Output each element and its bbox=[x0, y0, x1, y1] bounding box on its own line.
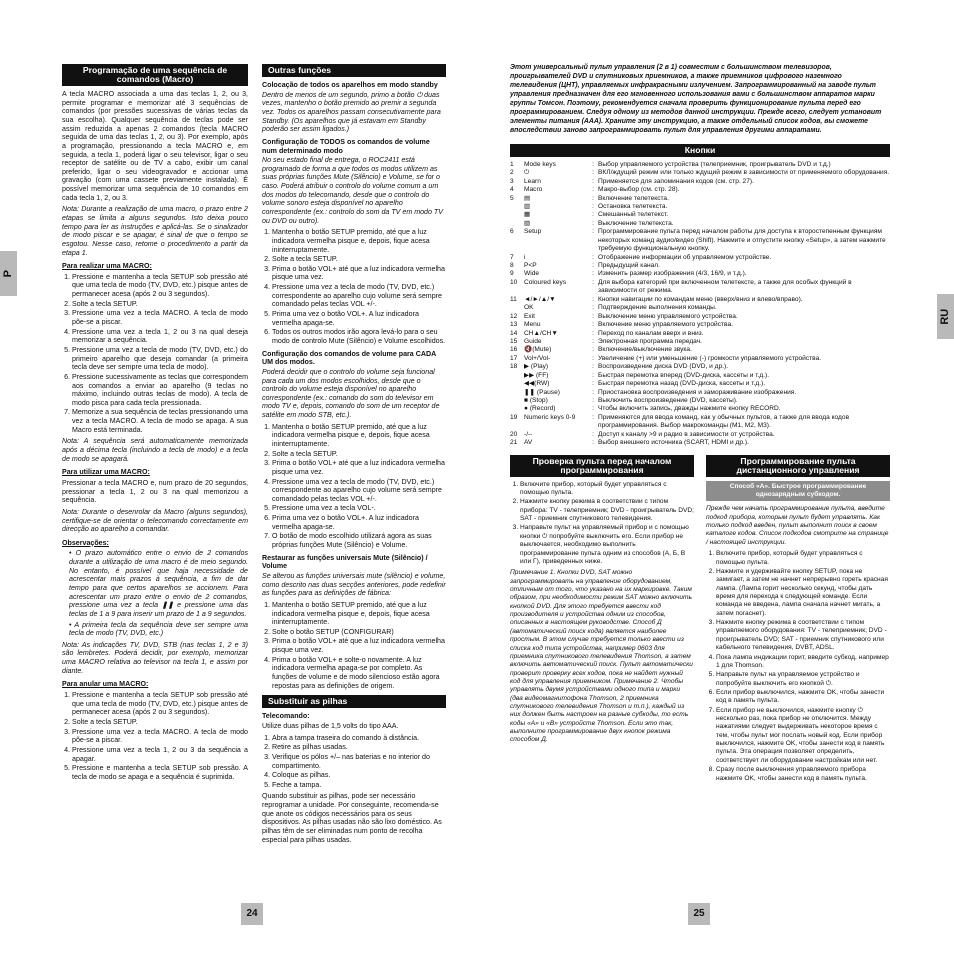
key-name: P<P bbox=[524, 262, 537, 270]
list-item: 5. Направьте пульт на управляемое устройство и попробуйте выключить его кнопкой ⏻. bbox=[716, 671, 890, 688]
key-number: 16 bbox=[510, 346, 518, 354]
list-item: 5. Prima uma vez o botão VOL+. A luz indicadora vermelha apaga-se. bbox=[272, 310, 446, 327]
list-item: 4. Pressione uma vez a tecla 1, 2 ou 3 na qual deseja memorizar a sequência. bbox=[72, 328, 248, 345]
list-volume-cada bbox=[262, 423, 446, 550]
keys-table bbox=[510, 161, 890, 448]
table-row bbox=[510, 186, 890, 194]
list-item: 5. Pressione uma vez a tecla VOL-. bbox=[272, 504, 446, 513]
standby-text: Dentro de menos de um segundo, primo a botão ⏻ duas vezes, mantenho o botão premido ao premir a segunda vez. Todos os aparelhos passam consecutivamente para Standby. (Os aparelhos que já estavam em Standby poderão ser assim ligados.) bbox=[262, 90, 441, 134]
separator: : bbox=[592, 346, 594, 354]
list-item: 2. Solte a tecla SETUP. bbox=[272, 255, 446, 264]
key-number bbox=[510, 211, 524, 219]
separator: : bbox=[592, 160, 594, 168]
separator: : bbox=[592, 186, 594, 194]
separator: : bbox=[592, 177, 594, 185]
section-title-check: Проверка пульта перед началом программирования bbox=[510, 455, 694, 477]
key-description: Выключить воспроизведение (DVD, кассеты). bbox=[598, 397, 738, 405]
key-number bbox=[510, 203, 524, 211]
section-title-outras: Outras funções bbox=[262, 64, 446, 77]
separator: : bbox=[592, 363, 594, 371]
key-number: 5 bbox=[510, 194, 514, 202]
list-item: 5. Feche a tampa. bbox=[272, 781, 446, 790]
key-name: AV bbox=[524, 439, 533, 447]
list-realizar bbox=[62, 273, 248, 435]
list-volume-todos bbox=[262, 228, 446, 345]
list-item: 7. O botão de modo escolhido utilizará agora as suas próprias funções Mute (Silêncio) e Volume. bbox=[272, 532, 446, 549]
separator: : bbox=[592, 380, 594, 388]
heading-utilizar: Para utilizar uma MACRO: bbox=[62, 468, 150, 477]
restaurar-text: Se alterou as funções universais mute (silêncio) e volume, como descrito nas duas secções anteriores, pode redefinir as funções para as definições de fábrica: bbox=[262, 571, 446, 598]
macro-note-1: Nota: Durante a realização de uma macro, o prazo entre 2 etapas se limita a alguns segundos. Isto deixa pouco tempo para ler as instruções e aplicá-las. Se o sinalizador de modo piscar e se apagar, é sinal de que o tempo se esgotou. Nesse caso, retome o procedimento a partir da etapa 1. bbox=[62, 205, 248, 257]
list-item: 3. Verifique os pólos +/– nas baterias e no interior do compartimento. bbox=[272, 753, 446, 770]
separator: : bbox=[592, 329, 594, 337]
key-number bbox=[510, 304, 524, 312]
list-item: 3. Pressione uma vez a tecla MACRO. A tecla de modo põe-se a piscar. bbox=[72, 309, 248, 326]
key-name: ❚❚ (Pause) bbox=[524, 388, 560, 396]
key-name: ▦ bbox=[524, 211, 531, 219]
separator: : bbox=[592, 312, 594, 320]
table-row bbox=[510, 431, 890, 439]
table-row bbox=[510, 211, 890, 219]
separator: : bbox=[592, 354, 594, 362]
key-name: Wide bbox=[524, 270, 540, 278]
key-description: Включение меню управляемого устройства. bbox=[598, 321, 733, 329]
table-row bbox=[510, 405, 890, 413]
section-title-keys: Кнопки bbox=[510, 144, 890, 157]
key-description: Чтобы включить запись, дважды нажмите кнопку RECORD. bbox=[598, 405, 781, 413]
key-description: Быстрая перемотка вперед (DVD-диска, кассеты и т.д.). bbox=[598, 371, 770, 379]
table-row bbox=[510, 363, 890, 371]
column-macro bbox=[62, 64, 248, 784]
key-number: 3 bbox=[510, 177, 514, 185]
telecomando-text: Utilize duas pilhas de 1,5 volts do tipo AAA. bbox=[262, 721, 399, 730]
volume-todos-text: No seu estado final de entrega, o ROC2411 está programado de forma a que todos os modos utilizem as suas próprias funções Mute (Silêncio) e Volume, se for o caso. Poderá atribuir o controlo do volume comum a um dos modos do telecomando, desde que o controlo do volume sonoro esteja disponível no aparelho correspondente (ex.: controlo do som da TV em modo TV ou DVD ou outro). bbox=[262, 156, 443, 225]
list-item: 2. Retire as pilhas usadas. bbox=[272, 743, 446, 752]
list-item: 4. Prima o botão VOL+ e solte-o novamente. A luz indicadora vermelha apaga-se por completo. As funções de volume e de modo silencioso estão agora repostas para as definições de origem. bbox=[272, 656, 446, 691]
key-description: Отображение информации об управляемом устройстве. bbox=[598, 253, 772, 261]
list-item: 1. Mantenha o botão SETUP premido, até que a luz indicadora vermelha pisque e, depois, fique acesa ininterruptamente. bbox=[272, 228, 446, 254]
list-item: 4. Пока лампа индикации горит, введите субкод, например 1 для Thomson. bbox=[716, 654, 890, 671]
key-name: ▤ bbox=[524, 194, 531, 202]
key-name: ◀◀(RW) bbox=[524, 380, 550, 388]
list-item: 8. Сразу после выключения управляемого прибора нажмите OK, чтобы занести код в память пульта. bbox=[716, 766, 890, 783]
key-name: ▥ bbox=[524, 202, 531, 210]
utilizar-text: Pressionar a tecla MACRO e, num prazo de 20 segundos, pressionar a tecla 1, 2 ou 3 na qual memorizou a sequência. bbox=[62, 478, 248, 505]
table-row bbox=[510, 439, 890, 447]
list-item: 5. Pressione uma vez a tecla de modo (TV, DVD, etc.) do primeiro aparelho que deseja comandar (a primeira tecla deve ser sempre uma tecla de modo). bbox=[72, 346, 248, 372]
key-description: Доступ к каналу >9 и радио в зависимости от устройства. bbox=[598, 430, 775, 438]
key-number bbox=[510, 220, 524, 228]
section-title-remote: Программирование пульта дистанционного управления bbox=[706, 455, 890, 477]
key-number: 14 bbox=[510, 329, 518, 337]
key-description: Выбор внешнего источника (SCART, HDMI и др.). bbox=[598, 439, 749, 447]
separator: : bbox=[592, 211, 594, 219]
key-description: Увеличение (+) или уменьшение (-) громкости управляемого устройства. bbox=[598, 354, 822, 362]
key-number: 17 bbox=[510, 354, 518, 362]
list-item: 4. Pressione uma vez a tecla 1, 2 ou 3 da sequência a apagar. bbox=[72, 746, 248, 763]
key-name: -/-- bbox=[524, 430, 533, 438]
key-name: ● (Record) bbox=[524, 405, 556, 413]
list-check bbox=[510, 481, 694, 567]
key-number: 6 bbox=[510, 228, 514, 236]
key-name: Guide bbox=[524, 337, 542, 345]
key-number: 20 bbox=[510, 430, 518, 438]
list-item: 1. Abra a tampa traseira do comando à distância. bbox=[272, 734, 446, 743]
key-name: ▶ (Play) bbox=[524, 363, 549, 371]
list-item: 6. Todos os outros modos irão agora levá-lo para o seu modo de controlo Mute (Silêncio) e Volume escolhidos. bbox=[272, 328, 446, 345]
section-title-pilhas: Substituir as pilhas bbox=[262, 695, 446, 708]
separator: : bbox=[592, 413, 594, 421]
key-name: ▧ bbox=[524, 219, 531, 227]
table-row bbox=[510, 279, 890, 296]
table-row bbox=[510, 178, 890, 186]
key-description: Смешанный телетекст. bbox=[598, 211, 669, 219]
key-number: 9 bbox=[510, 270, 514, 278]
list-item: 2. Solte a tecla SETUP. bbox=[272, 450, 446, 459]
table-row bbox=[510, 254, 890, 262]
separator: : bbox=[592, 337, 594, 345]
list-item: 1. Включите прибор, который будет управляться с помощью пульта. bbox=[716, 550, 890, 567]
key-name: i bbox=[524, 253, 526, 261]
list-item: • A primeira tecla da sequência deve ser sempre uma tecla de modo (TV, DVD, etc.) bbox=[69, 621, 248, 638]
key-description: Воспроизведение диска DVD (DVD, и др.). bbox=[598, 363, 729, 371]
key-description: Переход по каналам вверх и вниз. bbox=[598, 329, 704, 337]
key-name: OK bbox=[524, 304, 534, 312]
key-number bbox=[510, 372, 524, 380]
list-item: 2. Нажмите кнопку режима в соответствии с типом прибора: TV - телеприемник; DVD - проигрыватель DVD; SAT - приемник спутникового телевидения. bbox=[520, 498, 694, 523]
key-name: Numeric keys 0-9 bbox=[524, 413, 576, 421]
list-item: 3. Prima o botão VOL+ até que a luz indicadora vermelha pisque uma vez. bbox=[272, 637, 446, 654]
key-description: Быстрая перемотка назад (DVD-диска, кассеты и т.д.). bbox=[598, 380, 766, 388]
key-name: Vol+/Vol- bbox=[524, 354, 551, 362]
key-number bbox=[510, 389, 524, 397]
separator: : bbox=[592, 169, 594, 177]
heading-standby: Colocação de todos os aparelhos em modo standby bbox=[262, 81, 438, 90]
list-restaurar bbox=[262, 601, 446, 690]
separator: : bbox=[592, 202, 594, 210]
macro-intro: A tecla MACRO associada a uma das teclas 1, 2, ou 3, permite programar e memorizar até 3 sequências de comandos (por pressões sucessivas de várias teclas da sua escolha). Qualquer sequência de teclas pode ser assim reduzida a apenas 2 comandos (tecla MACRO seguida de uma das teclas 1, 2, ou 3). Por exemplo, após a programação, pressionando a tecla MACRO e, em seguida, a tecla 1, poderá ligar o seu televisor, ligar o seu receptor de satélite ou de TV a cabo, exibir um canal preferido, ligar o seu videogravador e accionar uma gravação (com uma cassete previamente instalada). É possível memorizar uma sequência de 10 comandos em cada tecla 1, 2, ou 3. bbox=[62, 90, 248, 202]
key-description: Кнопки навигации по командам меню (вверх/вниз и влево/вправо). bbox=[598, 295, 803, 303]
heading-restaurar: Restaurar as funções universais Mute (Silêncio) / Volume bbox=[262, 553, 428, 571]
key-description: Выключение телетекста. bbox=[598, 219, 674, 227]
list-item: 1. Mantenha o botão SETUP premido, até que a luz indicadora vermelha pisque e, depois, fique acesa ininterruptamente. bbox=[272, 601, 446, 627]
ru-check-column bbox=[510, 455, 694, 786]
list-item: 3. Pressione uma vez a tecla MACRO. A tecla de modo põe-se a piscar. bbox=[72, 728, 248, 745]
key-number bbox=[510, 405, 524, 413]
table-row bbox=[510, 203, 890, 211]
separator: : bbox=[592, 430, 594, 438]
key-number: 19 bbox=[510, 413, 518, 421]
check-note: Примечание 1. Кнопки DVD, SAT можно запрограммировать на управление оборудованием, отличным от того, что указано на их маркировке. Таким образом, при необходимости режим SAT можно включить кнопкой DVD. Для этого требуется ввести код производителя и устройства одним из способов, описанных в настоящем руководстве. Способ Д (автоматический поиск кода) является наиболее простым. В этом случае требуется только ввести из списка код типа устройства, например 0603 для приемника спутникового телевидения Thomson, а затем включить автоматический поиск. Пульт автоматически проверит проверку всех кодов, пока не найдет нужный код для управления приемником. Примечание 2. Чтобы управлять двумя устройствами одного типа и марки (два видеомагнитофона Thomson, 2 приемника спутникового телевидения Thomson и т.п.), каждый из них должен быть настроен на разные субкоды, то есть коды «А» и «В» устройств Thomson. Если это так, выполните программирование двух кнопок режима способом Д. bbox=[510, 569, 693, 744]
key-name: ◄/►/▲/▼ bbox=[524, 295, 556, 303]
key-name: 🔇(Mute) bbox=[524, 346, 552, 354]
list-item: • O prazo automático entre o envio de 2 comandos durante a utilização de uma macro é de meio segundo. No entanto, é possível que haja necessidade de acrescentar mais prazos à sequência, a fim de dar tempo para que certos aparelhos se accionem. Para acrescentar um prazo entre o envio de 2 comandos, pressione uma vez a tecla ❚❚ e pressione uma das teclas de 1 a 9 para inserir um prazo de 1 a 9 segundos. bbox=[69, 549, 248, 618]
heading-observacoes: Observações: bbox=[62, 538, 109, 547]
key-number: 1 bbox=[510, 160, 514, 168]
list-item: 2. Solte o botão SETUP (CONFIGURAR) bbox=[272, 628, 446, 637]
key-description: Приостановка воспроизведения и замораживание изображения. bbox=[598, 388, 797, 396]
heading-volume-cada: Configuração dos comandos de volume para CADA UM dos modos. bbox=[262, 349, 436, 367]
heading-anular: Para anular uma MACRO: bbox=[62, 680, 149, 689]
key-number: 11 bbox=[510, 295, 517, 303]
ru-remote-column bbox=[706, 455, 890, 786]
key-description: Применяются для ввода команд, как у обычных пультов, а также для ввода кодов программирования. Выбор макрокоманды (M1, M2, M3). bbox=[598, 413, 850, 430]
key-number: 18 bbox=[510, 363, 518, 371]
table-row bbox=[510, 346, 890, 354]
separator: : bbox=[592, 388, 594, 396]
table-row bbox=[510, 228, 890, 253]
table-row bbox=[510, 161, 890, 169]
separator: : bbox=[592, 270, 594, 278]
table-row bbox=[510, 380, 890, 388]
key-name: Learn bbox=[524, 177, 541, 185]
separator: : bbox=[592, 228, 594, 236]
table-row bbox=[510, 389, 890, 397]
separator: : bbox=[592, 304, 594, 312]
key-number: 12 bbox=[510, 312, 518, 320]
list-item: 6. Prima uma vez o botão VOL+. A luz indicadora vermelha apaga-se. bbox=[272, 514, 446, 531]
key-description: Включение/выключение звука. bbox=[598, 346, 692, 354]
list-item: 7. Memorize a sua sequência de teclas pressionando uma vez a tecla MACRO. A tecla de modo se apaga. A sua Macro está terminada. bbox=[72, 408, 248, 434]
list-item: 2. Solte a tecla SETUP. bbox=[72, 718, 248, 727]
list-item: 5. Pressione e mantenha a tecla SETUP sob pressão. A tecla de modo se apaga e a sequência é suprimida. bbox=[72, 764, 248, 781]
key-description: Для выбора категорий при включенном телетексте, а также для особых функций в зависимости от режима. bbox=[598, 278, 852, 295]
key-name: Macro bbox=[524, 186, 543, 194]
separator: : bbox=[592, 253, 594, 261]
list-item: 6. Pressione sucessivamente as teclas que correspondem aos comandos a enviar ao aparelho (9 teclas no máximo, incluindo outras teclas de modo). A tecla de modo pisca para cada tecla pressionada. bbox=[72, 373, 248, 408]
macro-note-3: Nota: Durante o desenrolar da Macro (alguns segundos), certifique-se de orientar o telecomando correctamente em direcção ao aparelho a comandar. bbox=[62, 507, 248, 534]
table-row bbox=[510, 338, 890, 346]
column-russian bbox=[510, 64, 890, 786]
heading-volume-todos: Configuração de TODOS os comandos de volume num determinado modo bbox=[262, 137, 430, 155]
table-row bbox=[510, 195, 890, 203]
key-number bbox=[510, 397, 524, 405]
table-row bbox=[510, 169, 890, 177]
separator: : bbox=[592, 321, 594, 329]
separator: : bbox=[592, 397, 594, 405]
list-item: 1. Pressione e mantenha a tecla SETUP sob pressão até que uma tecla de modo (TV, DVD, etc.) pisque antes de permanecer acesa (após 2 ou 3 segundos). bbox=[72, 273, 248, 299]
separator: : bbox=[592, 405, 594, 413]
list-item: 2. Solte a tecla SETUP. bbox=[72, 300, 248, 309]
separator: : bbox=[592, 295, 594, 303]
key-name: Setup bbox=[524, 228, 542, 236]
list-pilhas bbox=[262, 734, 446, 790]
list-item: 1. Mantenha o botão SETUP premido, até que a luz indicadora vermelha pisque e, depois, fique acesa ininterruptamente. bbox=[272, 423, 446, 449]
key-description: Электронная программа передач. bbox=[598, 337, 702, 345]
page-number-right: 25 bbox=[688, 903, 710, 925]
volume-cada-text: Poderá decidir que o controlo do volume seja funcional para cada um dos modos escolhidos, desde que o controlo do volume esteja disponível no aparelho correspondente (ex.: comando do som do televisor em modo TV e, depois, comando do som de um receptor de satélite em modo STB, etc.). bbox=[262, 367, 440, 420]
key-description: Программирование пульта перед началом работы для доступа к второстепенным функциям некоторых команд аудио/видео (Shift). Нажмите и отпустите кнопку «Setup», а затем нажмите требуемую функциональную кнопку. bbox=[598, 228, 886, 253]
key-name: ⏻ bbox=[524, 169, 530, 177]
section-title-macro: Programação de uma sequência de comandos (Macro) bbox=[62, 64, 248, 86]
key-number: 21 bbox=[510, 439, 518, 447]
key-description: Применяется для запоминания кодов (см. стр. 27). bbox=[598, 177, 754, 185]
key-number: 10 bbox=[510, 278, 518, 286]
key-description: ВКЛ/ждущий режим или только ждущий режим в зависимости от применяемого оборудования. bbox=[598, 169, 890, 177]
list-item: 1. Включите прибор, который будет управляться с помощью пульта. bbox=[520, 481, 694, 498]
heading-telecomando: Telecomando: bbox=[262, 712, 310, 721]
key-name: Coloured keys bbox=[524, 278, 567, 286]
key-description: Предыдущий канал. bbox=[598, 262, 660, 270]
key-number: 2 bbox=[510, 169, 514, 177]
key-description: Включение телетекста. bbox=[598, 194, 669, 202]
key-number bbox=[510, 380, 524, 388]
key-number: 8 bbox=[510, 262, 514, 270]
list-item: 2. Нажмите и удерживайте кнопку SETUP, пока не замигает, а затем не начнет непрерывно гореть красная лампа. (Лампа горит несколько секунд, чтобы дать время для перехода к следующей команде. Если команда не введена, лампа сначала начнет мигать, а затем погаснет). bbox=[716, 568, 890, 618]
separator: : bbox=[592, 194, 594, 202]
key-description: Подтверждение выполнения команды. bbox=[598, 304, 717, 312]
key-name: CH▲/CH▼ bbox=[524, 329, 558, 337]
key-description: Остановка телетекста. bbox=[598, 202, 668, 210]
key-number: 15 bbox=[510, 337, 518, 345]
list-item: 3. Prima o botão VOL+ até que a luz indicadora vermelha pisque uma vez. bbox=[272, 459, 446, 476]
page-number-left: 24 bbox=[241, 903, 263, 925]
key-description: Изменить размер изображения (4/3, 16/9, и т.д.). bbox=[598, 270, 747, 278]
key-name: ▶▶ (FF) bbox=[524, 371, 549, 379]
key-number: 7 bbox=[510, 253, 514, 261]
list-item: 1. Pressione e mantenha a tecla SETUP sob pressão até que uma tecla de modo (TV, DVD, etc.) pisque antes de permanecer acesa (após 2 ou 3 segundos). bbox=[72, 691, 248, 717]
list-observacoes bbox=[62, 549, 248, 637]
key-number: 13 bbox=[510, 321, 518, 329]
key-name: Menu bbox=[524, 321, 541, 329]
list-item: 4. Pressione uma vez a tecla de modo (TV, DVD, etc.) correspondente ao aparelho cujo volume será sempre comandado pelas teclas VOL +/-. bbox=[272, 283, 446, 309]
table-row bbox=[510, 313, 890, 321]
heading-realizar: Para realizar uma MACRO: bbox=[62, 262, 152, 271]
key-number: 4 bbox=[510, 186, 514, 194]
remote-intro: Прежде чем начать программирование пульта, введите подкод прибора, которым пульт будет управлять. Как только подкод введен, пульт выполнит поиск в своем каталоге кодов. Список подкодов смотрите на странице / настоящей инструкции. bbox=[706, 505, 889, 546]
table-row bbox=[510, 355, 890, 363]
key-name: Mode keys bbox=[524, 160, 556, 168]
list-item: 6. Если прибор выключился, нажмите OK, чтобы занести код в память пульта. bbox=[716, 689, 890, 706]
remote-subtitle: Способ «А». Быстрое программирование однозарядным субкодом. bbox=[706, 481, 890, 502]
table-row bbox=[510, 414, 890, 431]
table-row bbox=[510, 304, 890, 312]
macro-note-4: Nota: As indicações TV, DVD, STB (nas teclas 1, 2 e 3) são lembretes. Poderá decidir, por exemplo, memorizar uma MACRO relativa ao televisor na tecla 1, e assim por diante. bbox=[62, 640, 248, 675]
table-row bbox=[510, 270, 890, 278]
language-tab-ru: RU bbox=[937, 294, 954, 339]
language-tab-p: P bbox=[0, 251, 17, 296]
list-item: 3. Prima o botão VOL+ até que a luz indicadora vermelha pisque uma vez. bbox=[272, 265, 446, 282]
list-item: 3. Направьте пульт на управляемый прибор и с помощью кнопки ⏻ попробуйте выключить его. Если прибор не выключается, необходимо выполнить программирование пульта одним из способов (А, Б, В или Г), приведенных ниже. bbox=[520, 524, 694, 566]
table-row bbox=[510, 330, 890, 338]
table-row bbox=[510, 321, 890, 329]
key-name: ■ (Stop) bbox=[524, 397, 548, 405]
separator: : bbox=[592, 278, 594, 286]
list-item: 4. Coloque as pilhas. bbox=[272, 771, 446, 780]
key-name: Exit bbox=[524, 312, 535, 320]
key-description: Выбор управляемого устройства (телеприемник, проигрыватель DVD и т.д.) bbox=[598, 160, 831, 168]
table-row bbox=[510, 220, 890, 228]
key-description: Макро-выбор (см. стр. 28). bbox=[598, 186, 680, 194]
list-item: 4. Pressione uma vez a tecla de modo (TV, DVD, etc.) correspondente ao aparelho cujo volume será sempre comandado pelas teclas VOL +/-. bbox=[272, 478, 446, 504]
separator: : bbox=[592, 439, 594, 447]
key-description: Выключение меню управляемого устройства. bbox=[598, 312, 738, 320]
macro-note-2: Nota: A sequência será automaticamente memorizada após a décima tecla (incluindo a tecla de modo) e a tecla de modo se apagará. bbox=[62, 437, 248, 463]
column-outras-funcoes bbox=[262, 64, 446, 847]
list-item: 3. Нажмите кнопку режима в соответствии с типом управляемого оборудования: TV - телеприемник; DVD - проигрыватель DVD; SAT - приемник спутникового или кабельного телевидения, DVBT, ADSL. bbox=[716, 619, 890, 652]
separator: : bbox=[592, 262, 594, 270]
ru-intro: Этот универсальный пульт управления (2 в 1) совместим с большинством телевизоров, проигрывателей DVD и спутниковых приемников, а также приемников цифрового наземного телевидения (ЦНТ), управляемых инфракрасными излучением. Запрограммированный на заводе пульт управления предназначен для его мгновенного использования вами с большинством аппаратов марки группы Томсон. Поэтому, рекомендуется сначала проверить функционирование пульта перед его программированием. Следуя одному из методов данной инструкции. Прежде всего, следует установит элементы питания (ААА). Храните эту инструкцию, а также отдельный список кодов, вы сможете впоследствии заново запрограммировать пульт для управления другими аппаратами. bbox=[510, 64, 882, 134]
separator: : bbox=[592, 219, 594, 227]
table-row bbox=[510, 372, 890, 380]
list-anular bbox=[62, 691, 248, 781]
pilhas-footer-text: Quando substituir as pilhas, pode ser necessário reprogramar a unidade. Por conseguinte, recomenda-se que anote os códigos necessários para os seus dispositivos. As pilhas usadas não são lixo doméstico. As pilhas têm de ser eliminadas num ponto de recolha especial para pilhas usadas. bbox=[262, 792, 442, 844]
table-row bbox=[510, 296, 890, 304]
list-remote bbox=[706, 550, 890, 783]
separator: : bbox=[592, 371, 594, 379]
list-item: 7. Если прибор не выключился, нажмите кнопку ⏻ несколько раз, пока прибор не отключится. Между нажатиями следует выдерживать некоторое время с тем, чтобы пульт мог послать новый код. Если прибор выключился, нажмите OK, чтобы занести код в память пульта. Эта операция позволяет определить, соответствует ли оборудование настройкам или нет. bbox=[716, 707, 890, 766]
